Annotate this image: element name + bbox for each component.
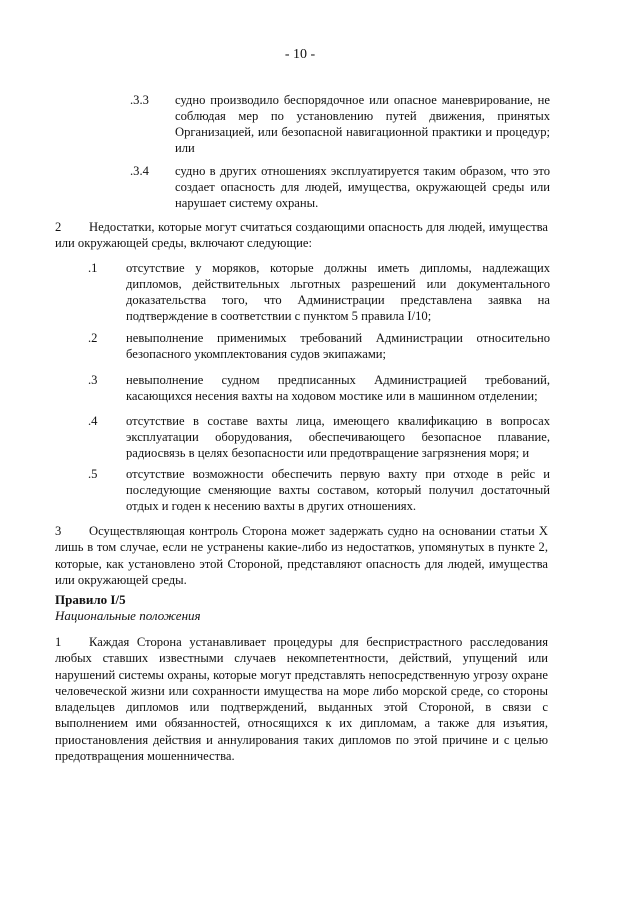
subitem-text: судно производило беспорядочное или опасное маневрирование, не соблюдая мер по установлению путей движения, принятых Организацией, или безопасной навигационной практики и процедур; или	[175, 93, 550, 155]
paragraph-number: 2	[55, 220, 62, 234]
item-number: .1	[88, 261, 98, 275]
subitem-3-3	[130, 92, 550, 156]
item-number: .4	[88, 414, 98, 428]
paragraph-text: Каждая Сторона устанавливает процедуры для беспристрастного расследования любых ставших известными случаев некомпетентности, действий, упущений или нарушений системы охраны, которые могут представлять непосредственную угрозу охране человеческой жизни или сохранности имущества на море либо морской среде, со стороны владельцев дипломов или подтверждений, выданных этой Стороной, в связи с выполнением ими обязанностей, относящихся к их дипломам, а также для изъятия, приостановления действия и аннулирования таких дипломов по этой причине и с целью предотвращения мошенничества.	[55, 635, 548, 764]
list-item-4	[88, 413, 550, 461]
paragraph-3	[55, 523, 548, 588]
page-number: - 10 -	[284, 47, 316, 62]
subitem-3-4	[130, 163, 550, 211]
item-text: отсутствие у моряков, которые должны иметь дипломы, надлежащих дипломов, действительных льготных разрешений или документального доказательства того, что Администрации представлена заявка на подтверждение в соответствии с пунктом 5 правила I/10;	[126, 261, 550, 323]
list-item-3	[88, 372, 550, 404]
rule-paragraph-1	[55, 634, 548, 764]
list-item-5	[88, 466, 550, 514]
item-number: .3	[88, 373, 98, 387]
rule-subtitle: Национальные положения	[55, 608, 201, 623]
paragraph-2	[55, 219, 548, 252]
list-item-1	[88, 260, 550, 324]
paragraph-text: Недостатки, которые могут считаться создающими опасность для людей, имущества или окружающей среды, включают следующие:	[55, 220, 548, 251]
paragraph-number: 3	[55, 524, 62, 538]
list-item-2	[88, 330, 550, 362]
subitem-text: судно в других отношениях эксплуатируется таким образом, что это создает опасность для людей, имущества, окружающей среды или нарушает систему охраны.	[175, 164, 550, 210]
item-text: отсутствие возможности обеспечить первую вахту при отходе в рейс и последующие сменяющие вахты составом, который получил достаточный отдых и годен к несению вахты в других отношениях.	[126, 467, 550, 513]
subitem-number: .3.3	[130, 93, 149, 107]
paragraph-text: Осуществляющая контроль Сторона может задержать судно на основании статьи X лишь в том случае, если не устранены какие-либо из недостатков, упомянутых в пункте 2, которые, как установлено этой Стороной, представляют опасность для людей, имущества или окружающей среды.	[55, 524, 548, 587]
rule-title: Правило I/5	[55, 592, 126, 607]
item-text: невыполнение применимых требований Администрации относительно безопасного укомплектования судов экипажами;	[126, 331, 550, 361]
item-text: невыполнение судном предписанных Администрацией требований, касающихся несения вахты на ходовом мостике или в машинном отделении;	[126, 373, 550, 403]
item-text: отсутствие в составе вахты лица, имеющего квалификацию в вопросах эксплуатации оборудования, обеспечивающего безопасное плавание, радиосвязь в целях безопасности или предотвращение загрязнения моря; и	[126, 414, 550, 460]
subitem-number: .3.4	[130, 164, 149, 178]
item-number: .5	[88, 467, 98, 481]
item-number: .2	[88, 331, 98, 345]
paragraph-number: 1	[55, 635, 62, 649]
